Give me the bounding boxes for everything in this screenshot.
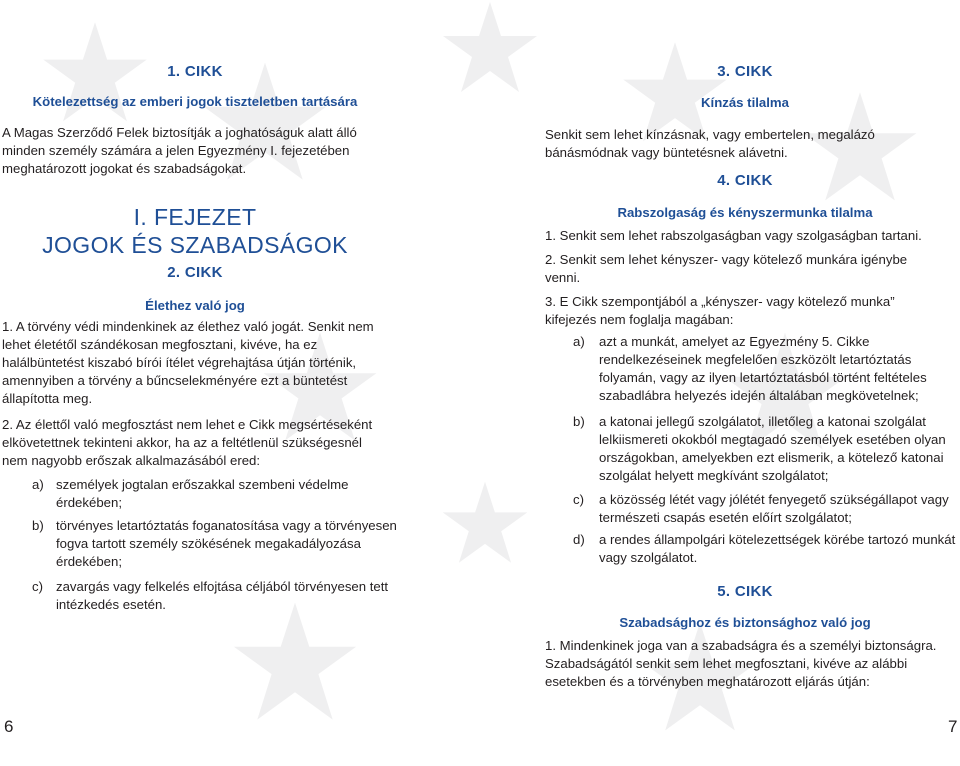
article-5-paragraph-1: 1. Mindenkinek joga van a szabadságra és a személyi biztonságra. Szabadságától senkit sem lehet megfosztani, kivéve az alábbi esetekben és a törvényben meghatározott eljárás útján:: [545, 638, 937, 689]
list-item: [32, 476, 406, 512]
article-1-text: A Magas Szerződő Felek biztosítják a joghatóságuk alatt álló minden személy számára a jelen Egyezmény I. fejezetében meghatározott jogokat és szabadságokat.: [2, 125, 357, 176]
list-item-text: személyek jogtalan erőszakkal szembeni védelme érdekében;: [56, 477, 349, 510]
list-item-text: a közösség létét vagy jólétét fenyegető szükségállapot vagy természeti csapás esetén előírt szolgálatot;: [599, 492, 949, 525]
article-2-paragraph-2: 2. Az élettől való megfosztást nem lehet e Cikk megsértéseként elkövetettnek tekinteni akkor, ha az a feltétlenül szükségesnél nem nagyobb erőszak alkalmazásából ered:: [2, 417, 373, 468]
article-4-number: 4. CIKK: [717, 172, 773, 189]
list-item-text: azt a munkát, amelyet az Egyezmény 5. Cikke rendelkezéseinek megfelelően eszközölt letartóztatás folyamán, vagy az ilyen letartóztatásból történt feltételes szabadlábra helyezés idején általában megkövetelnek;: [599, 334, 927, 403]
article-5-number: 5. CIKK: [717, 583, 773, 600]
article-2-number: 2. CIKK: [167, 264, 223, 281]
list-item: [573, 333, 959, 405]
background-star-icon: [230, 600, 360, 730]
list-item-label: a): [32, 477, 44, 492]
chapter-name: JOGOK ÉS SZABADSÁGOK: [42, 232, 348, 258]
list-item-label: b): [32, 518, 44, 533]
article-2-title: Élethez való jog: [145, 298, 245, 313]
article-4-title: Rabszolgaság és kényszermunka tilalma: [617, 205, 873, 220]
article-5-title: Szabadsághoz és biztonsághoz való jog: [619, 615, 871, 630]
list-item-label: d): [573, 532, 585, 547]
article-1-title: Kötelezettség az emberi jogok tiszteletben tartására: [32, 94, 358, 109]
list-item-label: a): [573, 334, 585, 349]
article-2-paragraph-1: 1. A törvény védi mindenkinek az élethez való jogát. Senkit nem lehet életétől szándékosan megfosztani, kivéve, ha ez halálbüntetést kiszabó bírói ítélet végrehajtása útján történik, amennyiben a törvény a bűncselekményére ezt a büntetést állapította meg.: [2, 319, 374, 406]
page-number-right: 7: [948, 717, 958, 736]
list-item: [573, 491, 959, 527]
article-4-paragraph-1: 1. Senkit sem lehet rabszolgaságban vagy szolgaságban tartani.: [545, 228, 922, 243]
list-item: [32, 517, 406, 571]
background-star-icon: [440, 0, 540, 100]
list-item-text: a katonai jellegű szolgálatot, illetőleg a katonai szolgálat lelkiismereti okokból megtagadó személyek esetében olyan országokban, amelyekben ezt elismerik, a kötelező katonai szolgálat helyett megkívánt szolgálatot;: [599, 414, 946, 483]
list-item: [32, 578, 406, 614]
page-number-left: 6: [4, 717, 14, 736]
article-1-number: 1. CIKK: [167, 63, 223, 80]
list-item-label: c): [32, 579, 43, 594]
list-item-text: a rendes állampolgári kötelezettségek körébe tartozó munkát vagy szolgálatot.: [599, 532, 956, 565]
list-item-text: zavargás vagy felkelés elfojtása céljából törvényesen tett intézkedés esetén.: [56, 579, 389, 612]
list-item-text: törvényes letartóztatás foganatosítása vagy a törvényesen fogva tartott személy szökésének megakadályozása érdekében;: [56, 518, 397, 569]
article-3-text: Senkit sem lehet kínzásnak, vagy embertelen, megalázó bánásmódnak vagy büntetésnek alávetni.: [545, 127, 875, 160]
chapter-title: [0, 203, 390, 259]
list-item-label: b): [573, 414, 585, 429]
list-item: [573, 531, 959, 567]
list-item: [573, 413, 959, 485]
background-star-icon: [440, 480, 530, 570]
list-item-label: c): [573, 492, 584, 507]
article-3-title: Kínzás tilalma: [701, 95, 789, 110]
article-4-paragraph-3: 3. E Cikk szempontjából a „kényszer- vagy kötelező munka” kifejezés nem foglalja magában:: [545, 294, 895, 327]
article-3-number: 3. CIKK: [717, 63, 773, 80]
article-4-paragraph-2: 2. Senkit sem lehet kényszer- vagy kötelező munkára igénybe venni.: [545, 252, 908, 285]
chapter-number: I. FEJEZET: [133, 204, 257, 230]
